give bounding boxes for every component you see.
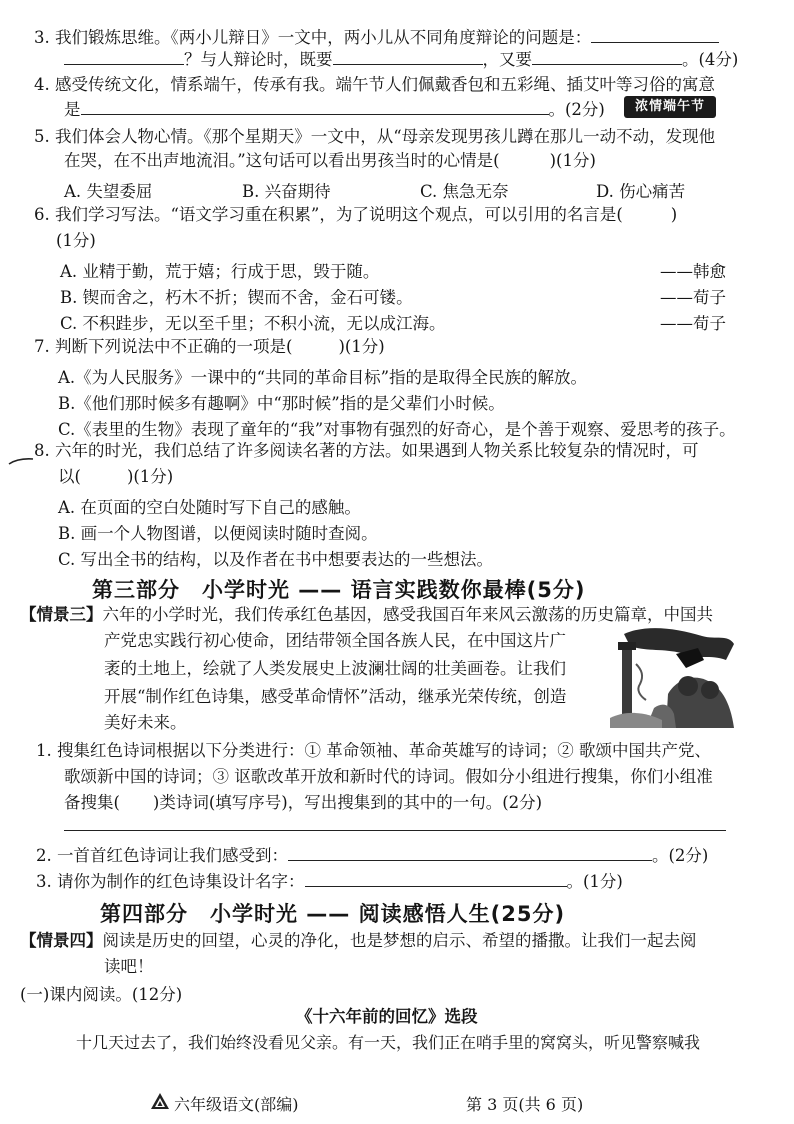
publisher-logo-icon xyxy=(150,1092,170,1110)
question-7-option-c[interactable]: C.《表里的生物》表现了童年的“我”对事物有强烈的好奇心，是个善于观察、爱思考的孩子。 xyxy=(58,420,736,439)
scene-3-line-5: 美好未来。 xyxy=(104,713,187,732)
scene-4-line-2: 读吧！ xyxy=(104,957,154,976)
question-6-score: (1分) xyxy=(56,231,96,250)
dragon-boat-festival-stamp: 浓情端午节 xyxy=(624,96,716,118)
question-6-option-c-author: ——荀子 xyxy=(660,314,726,333)
question-6-line-1: 6. 我们学习写法。“语文学习重在积累”，为了说明这个观点，可以引用的名言是( ) xyxy=(34,205,678,224)
scene-3-line-4: 开展“制作红色诗集，感受革命情怀”活动，继承光荣传统，创造 xyxy=(104,687,567,706)
scene-3-line-1: 【情景三】六年的小学时光，我们传承红色基因，感受我国百年来风云激荡的历史篇章，中国共 xyxy=(20,605,713,624)
question-7-option-b[interactable]: B.《他们那时候多有趣啊》中“那时候”指的是父辈们小时候。 xyxy=(58,394,505,413)
part-4-title: 第四部分 小学时光 —— 阅读感悟人生(25分) xyxy=(100,902,566,926)
question-8-line-2: 以( )(1分) xyxy=(58,467,174,486)
scene-3-line-3: 袤的土地上，绘就了人类发展史上波澜壮阔的壮美画卷。让我们 xyxy=(104,659,566,678)
question-3-line-2: ？与人辩论时，既要 ，又要 。(4分) xyxy=(64,50,738,69)
question-5-option-a[interactable]: A. 失望委屈 xyxy=(64,182,153,201)
question-6-option-c[interactable]: C. 不积跬步，无以至千里；不积小流，无以成江海。 xyxy=(60,314,446,333)
article-text-line: 十几天过去了，我们始终没看见父亲。有一天，我们正在哨手里的窝窝头，听见警察喊我 xyxy=(76,1033,701,1052)
question-6-option-b[interactable]: B. 锲而舍之，朽木不折；锲而不舍，金石可镂。 xyxy=(60,288,413,307)
answer-blank[interactable] xyxy=(591,28,719,43)
part-3-question-1-line-3[interactable]: 备搜集( )类诗词(填写序号)，写出搜集到的其中的一句。(2分) xyxy=(64,793,543,812)
question-6-option-a-author: ——韩愈 xyxy=(660,262,726,281)
answer-blank[interactable] xyxy=(288,846,652,861)
answer-blank[interactable] xyxy=(305,872,567,887)
question-5-option-d[interactable]: D. 伤心痛苦 xyxy=(596,182,686,201)
question-5-line-1: 5. 我们体会人物心情。《那个星期天》一文中，从“母亲发现男孩儿蹲在那儿一动不动，发现他 xyxy=(34,127,716,146)
answer-blank[interactable] xyxy=(81,100,549,115)
footer-grade: 六年级语文(部编) xyxy=(174,1095,299,1114)
scene-4-tag: 【情景四】 xyxy=(20,931,103,950)
red-history-illustration xyxy=(606,624,738,728)
part-3-question-3: 3. 请你为制作的红色诗集设计名字： 。(1分) xyxy=(36,872,623,891)
question-7-line-1: 7. 判断下列说法中不正确的一项是( )(1分) xyxy=(34,337,385,356)
answer-blank[interactable] xyxy=(64,50,184,65)
answer-line[interactable] xyxy=(64,830,726,831)
scene-4-line-1: 【情景四】阅读是历史的回望，心灵的净化，也是梦想的启示、希望的播撒。让我们一起去阅 xyxy=(20,931,697,950)
question-5-line-2: 在哭，在不出声地流泪。”这句话可以看出男孩当时的心情是( )(1分) xyxy=(64,151,596,170)
article-title: 《十六年前的回忆》选段 xyxy=(296,1007,478,1026)
question-6-option-a[interactable]: A. 业精于勤，荒于嬉；行成于思，毁于随。 xyxy=(60,262,380,281)
question-6-option-b-author: ——荀子 xyxy=(660,288,726,307)
part-3-question-1-line-2: 歌颂新中国的诗词；③ 讴歌改革开放和新时代的诗词。假如分小组进行搜集，你们小组准 xyxy=(64,767,713,786)
question-3-line-1: 3. 我们锻炼思维。《两小儿辩日》一文中，两小儿从不同角度辩论的问题是： xyxy=(34,28,719,47)
question-8-line-1: 8. 六年的时光，我们总结了许多阅读名著的方法。如果遇到人物关系比较复杂的情况时，可 xyxy=(34,441,699,460)
question-5-option-c[interactable]: C. 焦急无奈 xyxy=(420,182,509,201)
question-4-line-2: 是 。(2分) xyxy=(64,100,605,119)
answer-blank[interactable] xyxy=(333,50,483,65)
question-8-option-b[interactable]: B. 画一个人物图谱，以便阅读时随时查阅。 xyxy=(58,524,378,543)
scene-3-tag: 【情景三】 xyxy=(20,605,103,624)
part-3-question-1-line-1: 1. 搜集红色诗词根据以下分类进行：① 革命领袖、革命英雄写的诗词；② 歌颂中国共产党、 xyxy=(36,741,711,760)
question-7-option-a[interactable]: A.《为人民服务》一课中的“共同的革命目标”指的是取得全民族的解放。 xyxy=(58,368,588,387)
part-3-question-2: 2. 一首首红色诗词让我们感受到： 。(2分) xyxy=(36,846,709,865)
question-4-line-1: 4. 感受传统文化，情系端午，传承有我。端午节人们佩戴香包和五彩绳、插艾叶等习俗的寓意 xyxy=(34,75,715,94)
part-3-title: 第三部分 小学时光 —— 语言实践数你最棒(5分) xyxy=(92,578,586,602)
question-8-option-c[interactable]: C. 写出全书的结构，以及作者在书中想要表达的一些想法。 xyxy=(58,550,494,569)
answer-blank[interactable] xyxy=(532,50,682,65)
question-5-option-b[interactable]: B. 兴奋期待 xyxy=(242,182,331,201)
question-8-option-a[interactable]: A. 在页面的空白处随时写下自己的感触。 xyxy=(58,498,361,517)
reading-subsection: (一)课内阅读。(12分) xyxy=(20,985,183,1004)
pen-mark-icon xyxy=(8,456,34,466)
footer-page-number: 第 3 页(共 6 页) xyxy=(466,1095,584,1114)
scene-3-line-2: 产党忠实践行初心使命，团结带领全国各族人民，在中国这片广 xyxy=(104,631,566,650)
